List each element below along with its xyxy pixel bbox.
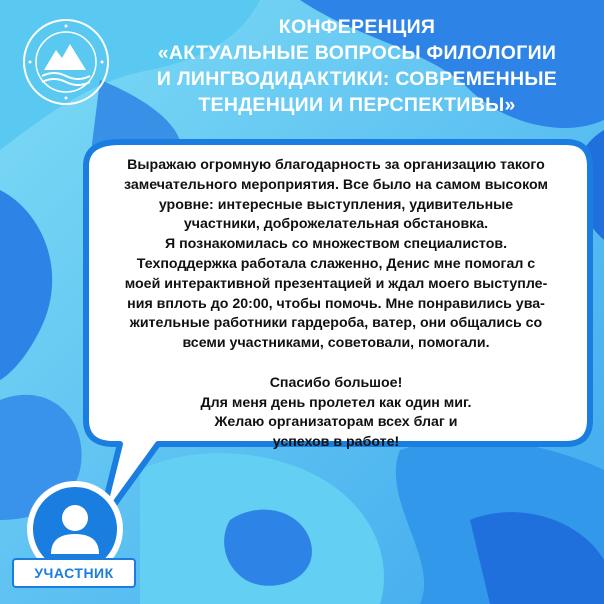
testimonial-line: Желаю организаторам всех благ и — [214, 414, 458, 431]
testimonial-line: Выражаю огромную благодарность за организацию такого — [127, 157, 545, 173]
testimonial-line: уровне: интересные выступления, удивительные — [158, 196, 514, 213]
testimonial-line: Я познакомилась со множеством специалистов. — [164, 236, 508, 253]
testimonial-line: участники, доброжелательная обстановка. — [183, 216, 489, 233]
testimonial-line: Для меня день пролетел как один миг. — [200, 394, 472, 411]
title-line: КОНФЕРЕНЦИЯ — [278, 16, 436, 38]
title-line: ТЕНДЕНЦИИ И ПЕРСПЕКТИВЫ» — [198, 94, 516, 116]
testimonial-line: жительные работники гардероба, ватер, они общались со — [129, 315, 543, 332]
participant-badge: УЧАСТНИК — [12, 558, 136, 588]
testimonial-spacer — [100, 354, 572, 374]
testimonial-line: замечательного мероприятия. Все было на самом высоком — [124, 176, 548, 193]
title-line: И ЛИНГВОДИДАКТИКИ: СОВРЕМЕННЫЕ — [156, 68, 558, 90]
testimonial-line: Спасибо большое! — [269, 374, 403, 391]
testimonial-line: успехов в работе! — [272, 434, 400, 451]
testimonial-line: всеми участниками, советовали, помогали. — [182, 335, 490, 352]
testimonial-text — [100, 156, 572, 453]
title-line: «АКТУАЛЬНЫЕ ВОПРОСЫ ФИЛОЛОГИИ — [157, 42, 557, 64]
testimonial-line: моей интерактивной презентацией и ждал моего выступле- — [124, 275, 548, 292]
testimonial-line: ния вплоть до 20:00, чтобы помочь. Мне понравились ува- — [127, 295, 545, 312]
testimonial-line: Техподдержка работала слаженно, Денис мне помогал с — [136, 255, 536, 272]
